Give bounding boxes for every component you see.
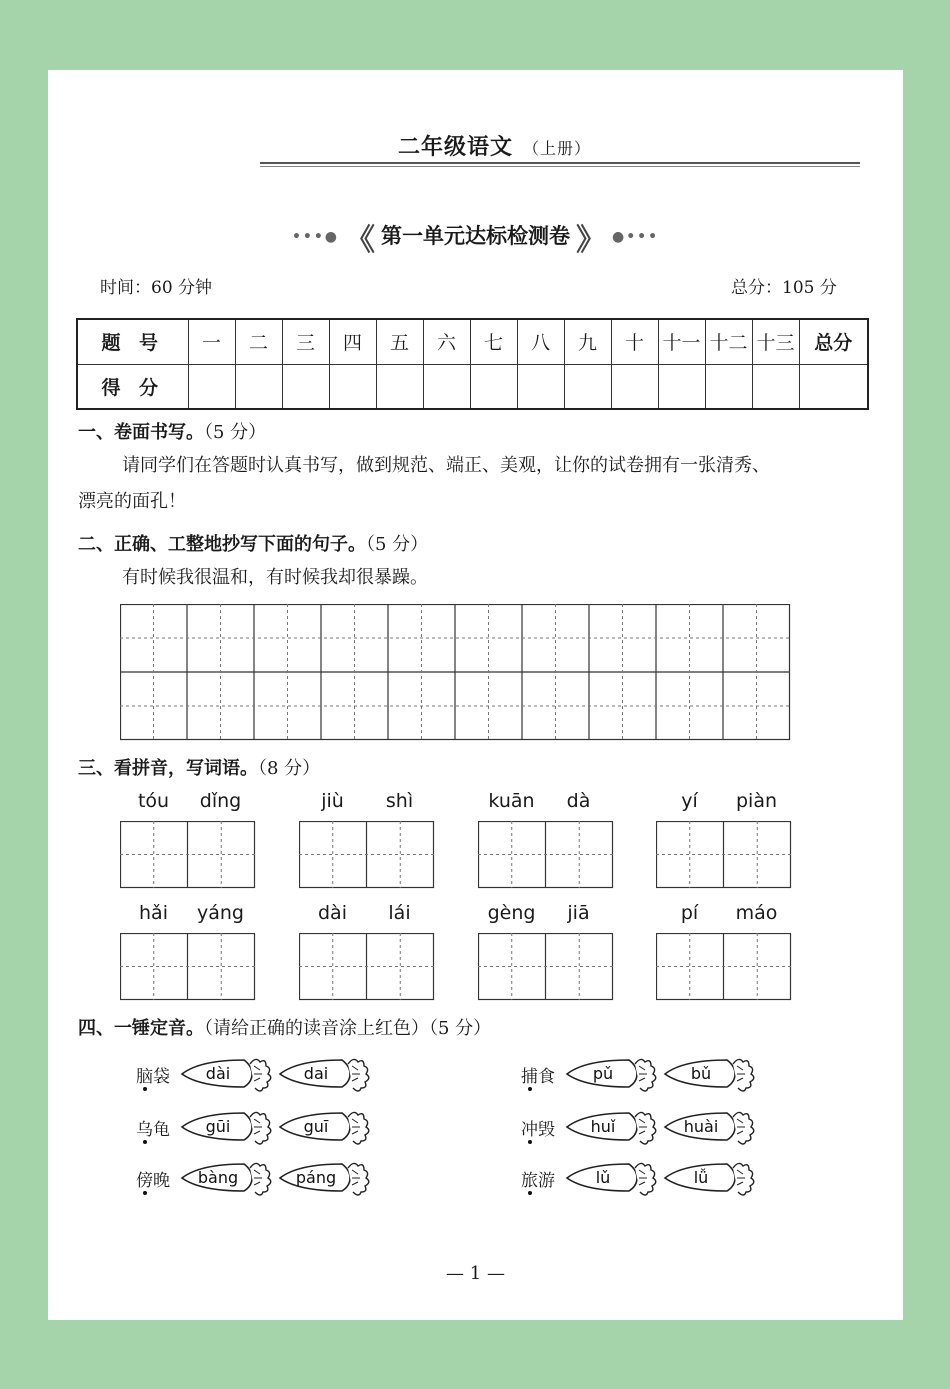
col-11: 十一	[658, 319, 705, 364]
pronunciation-item	[136, 1060, 436, 1100]
pinyin-syllable: lái	[388, 902, 411, 924]
pinyin-word-group	[478, 902, 614, 1002]
pinyin-syllable: kuān	[488, 790, 535, 812]
pinyin-syllable: yí	[681, 790, 698, 812]
copy-writing-grid[interactable]	[120, 604, 792, 741]
section-3-title	[78, 754, 320, 780]
col-9: 九	[564, 319, 611, 364]
score-cell[interactable]	[611, 364, 658, 409]
pinyin-word-group	[120, 902, 256, 1002]
col-10: 十	[611, 319, 658, 364]
col-12: 十二	[705, 319, 752, 364]
question-number-label: 题 号	[77, 319, 188, 364]
score-cell[interactable]	[470, 364, 517, 409]
section-1-title	[78, 418, 266, 444]
copy-sentence: 有时候我很温和，有时候我却很暴躁。	[122, 567, 428, 588]
emphasis-dot-icon	[143, 1191, 147, 1195]
section-3-heading: 三、看拼音，写词语。	[78, 758, 258, 779]
subject-title: 二年级语文	[398, 135, 514, 160]
carrot-pinyin-label: huài	[683, 1117, 719, 1136]
pinyin-syllable: shì	[385, 790, 414, 812]
score-cell[interactable]	[188, 364, 235, 409]
carrot-pinyin-label: bàng	[197, 1168, 239, 1187]
pinyin-word-group	[478, 790, 614, 890]
score-cell[interactable]	[705, 364, 752, 409]
pinyin-syllable: máo	[735, 902, 778, 924]
carrot-option-icon[interactable]	[180, 1105, 272, 1145]
section-4-title	[78, 1014, 491, 1040]
pronunciation-item	[136, 1113, 436, 1153]
carrot-pinyin-label: bǔ	[690, 1064, 712, 1083]
score-table-header-row	[77, 319, 868, 364]
carrot-option-icon[interactable]	[278, 1052, 370, 1092]
carrot-pinyin-label: pǔ	[592, 1064, 614, 1083]
pinyin-syllable: jiù	[321, 790, 344, 812]
pinyin-syllable: dǐng	[199, 790, 242, 812]
emphasis-dot-icon	[143, 1087, 147, 1091]
score-cell[interactable]	[235, 364, 282, 409]
carrot-option-icon[interactable]	[663, 1105, 755, 1145]
carrot-option-icon[interactable]	[565, 1105, 657, 1145]
pronunciation-item	[521, 1113, 821, 1153]
volume-label: （上册）	[523, 139, 592, 158]
carrot-pinyin-label: gūi	[205, 1117, 231, 1136]
exam-time: 时间：60 分钟	[100, 278, 213, 298]
character-writing-box[interactable]	[478, 933, 614, 1001]
col-7: 七	[470, 319, 517, 364]
section-1-heading: 一、卷面书写。	[78, 422, 204, 443]
col-5: 五	[376, 319, 423, 364]
pronunciation-item	[521, 1164, 821, 1204]
page-number: — 1 —	[446, 1263, 505, 1284]
pinyin-word-group	[656, 790, 792, 890]
pinyin-syllable: yáng	[197, 902, 244, 924]
section-1-text-line1: 请同学们在答题时认真书写，做到规范、端正、美观，让你的试卷拥有一张清秀、	[122, 455, 770, 476]
pinyin-word-group	[299, 902, 435, 1002]
carrot-option-icon[interactable]	[663, 1052, 755, 1092]
carrot-option-icon[interactable]	[565, 1052, 657, 1092]
carrot-option-icon[interactable]	[278, 1105, 370, 1145]
target-word: 脑袋	[136, 1067, 170, 1087]
emphasis-dot-icon	[528, 1087, 532, 1091]
section-3-points: （8 分）	[258, 758, 321, 779]
pinyin-syllable: tóu	[137, 790, 170, 812]
exam-total-score: 总分：105 分	[731, 278, 837, 298]
header-divider	[260, 162, 860, 164]
carrot-option-icon[interactable]	[278, 1156, 370, 1196]
score-cell[interactable]	[752, 364, 799, 409]
pinyin-word-group	[656, 902, 792, 1002]
score-table	[76, 318, 869, 410]
col-3: 三	[282, 319, 329, 364]
col-8: 八	[517, 319, 564, 364]
target-word: 捕食	[521, 1067, 555, 1087]
carrot-pinyin-label: huǐ	[590, 1117, 616, 1136]
unit-title	[48, 215, 903, 259]
score-cell[interactable]	[376, 364, 423, 409]
section-1-points: （5 分）	[204, 422, 267, 443]
carrot-pinyin-label: lǚ	[693, 1168, 709, 1187]
pinyin-word-group	[120, 790, 256, 890]
target-word: 旅游	[521, 1171, 555, 1191]
left-brace-icon: 《	[345, 223, 375, 258]
character-writing-box[interactable]	[299, 933, 435, 1001]
character-writing-box[interactable]	[120, 933, 256, 1001]
score-table-score-row	[77, 364, 868, 409]
pinyin-syllable: gèng	[487, 902, 536, 924]
col-2: 二	[235, 319, 282, 364]
score-cell[interactable]	[282, 364, 329, 409]
header-divider-thin	[260, 166, 860, 167]
score-cell[interactable]	[423, 364, 470, 409]
col-13: 十三	[752, 319, 799, 364]
pinyin-word-group	[299, 790, 435, 890]
score-label: 得 分	[77, 364, 188, 409]
character-writing-box[interactable]	[478, 821, 614, 889]
right-ornament-icon: ●•••	[612, 229, 660, 245]
character-writing-box[interactable]	[656, 933, 792, 1001]
carrot-pinyin-label: lǔ	[595, 1168, 611, 1187]
pinyin-syllable: pí	[680, 902, 699, 924]
target-word: 乌龟	[136, 1120, 170, 1140]
page-header-title	[398, 130, 658, 161]
section-1-text-line2: 漂亮的面孔！	[78, 491, 186, 512]
exam-paper	[48, 70, 903, 1320]
total-label: 总分	[799, 319, 868, 364]
score-cell[interactable]	[658, 364, 705, 409]
emphasis-dot-icon	[528, 1140, 532, 1144]
character-writing-box[interactable]	[299, 821, 435, 889]
section-2-title	[78, 530, 428, 556]
emphasis-dot-icon	[528, 1191, 532, 1195]
carrot-option-icon[interactable]	[565, 1156, 657, 1196]
pinyin-syllable: hǎi	[139, 902, 168, 924]
section-4-points: （请给正确的读音涂上红色）（5 分）	[204, 1018, 492, 1039]
section-4-heading: 四、一锤定音。	[78, 1018, 204, 1039]
pronunciation-item	[136, 1164, 436, 1204]
score-cell[interactable]	[564, 364, 611, 409]
col-1: 一	[188, 319, 235, 364]
pinyin-syllable: dà	[566, 790, 591, 812]
carrot-pinyin-label: dai	[303, 1064, 329, 1083]
carrot-pinyin-label: dài	[205, 1064, 231, 1083]
carrot-pinyin-label: guī	[303, 1117, 329, 1136]
character-writing-box[interactable]	[656, 821, 792, 889]
target-word: 冲毁	[521, 1120, 555, 1140]
pronunciation-item	[521, 1060, 821, 1100]
score-cell[interactable]	[517, 364, 564, 409]
left-ornament-icon: •••●	[291, 229, 339, 245]
character-writing-box[interactable]	[120, 821, 256, 889]
score-cell[interactable]	[329, 364, 376, 409]
col-6: 六	[423, 319, 470, 364]
carrot-pinyin-label: páng	[295, 1168, 337, 1187]
section-2-points: （5 分）	[366, 534, 429, 555]
unit-title-text: 第一单元达标检测卷	[381, 224, 570, 248]
target-word: 傍晚	[136, 1171, 170, 1191]
carrot-option-icon[interactable]	[180, 1052, 272, 1092]
pinyin-syllable: jiā	[567, 902, 590, 924]
col-4: 四	[329, 319, 376, 364]
pinyin-syllable: piàn	[735, 790, 778, 812]
section-2-heading: 二、正确、工整地抄写下面的句子。	[78, 534, 366, 555]
total-score-cell[interactable]	[799, 364, 868, 409]
carrot-option-icon[interactable]	[180, 1156, 272, 1196]
emphasis-dot-icon	[143, 1140, 147, 1144]
pinyin-syllable: dài	[318, 902, 347, 924]
right-brace-icon: 》	[576, 223, 606, 258]
carrot-option-icon[interactable]	[663, 1156, 755, 1196]
